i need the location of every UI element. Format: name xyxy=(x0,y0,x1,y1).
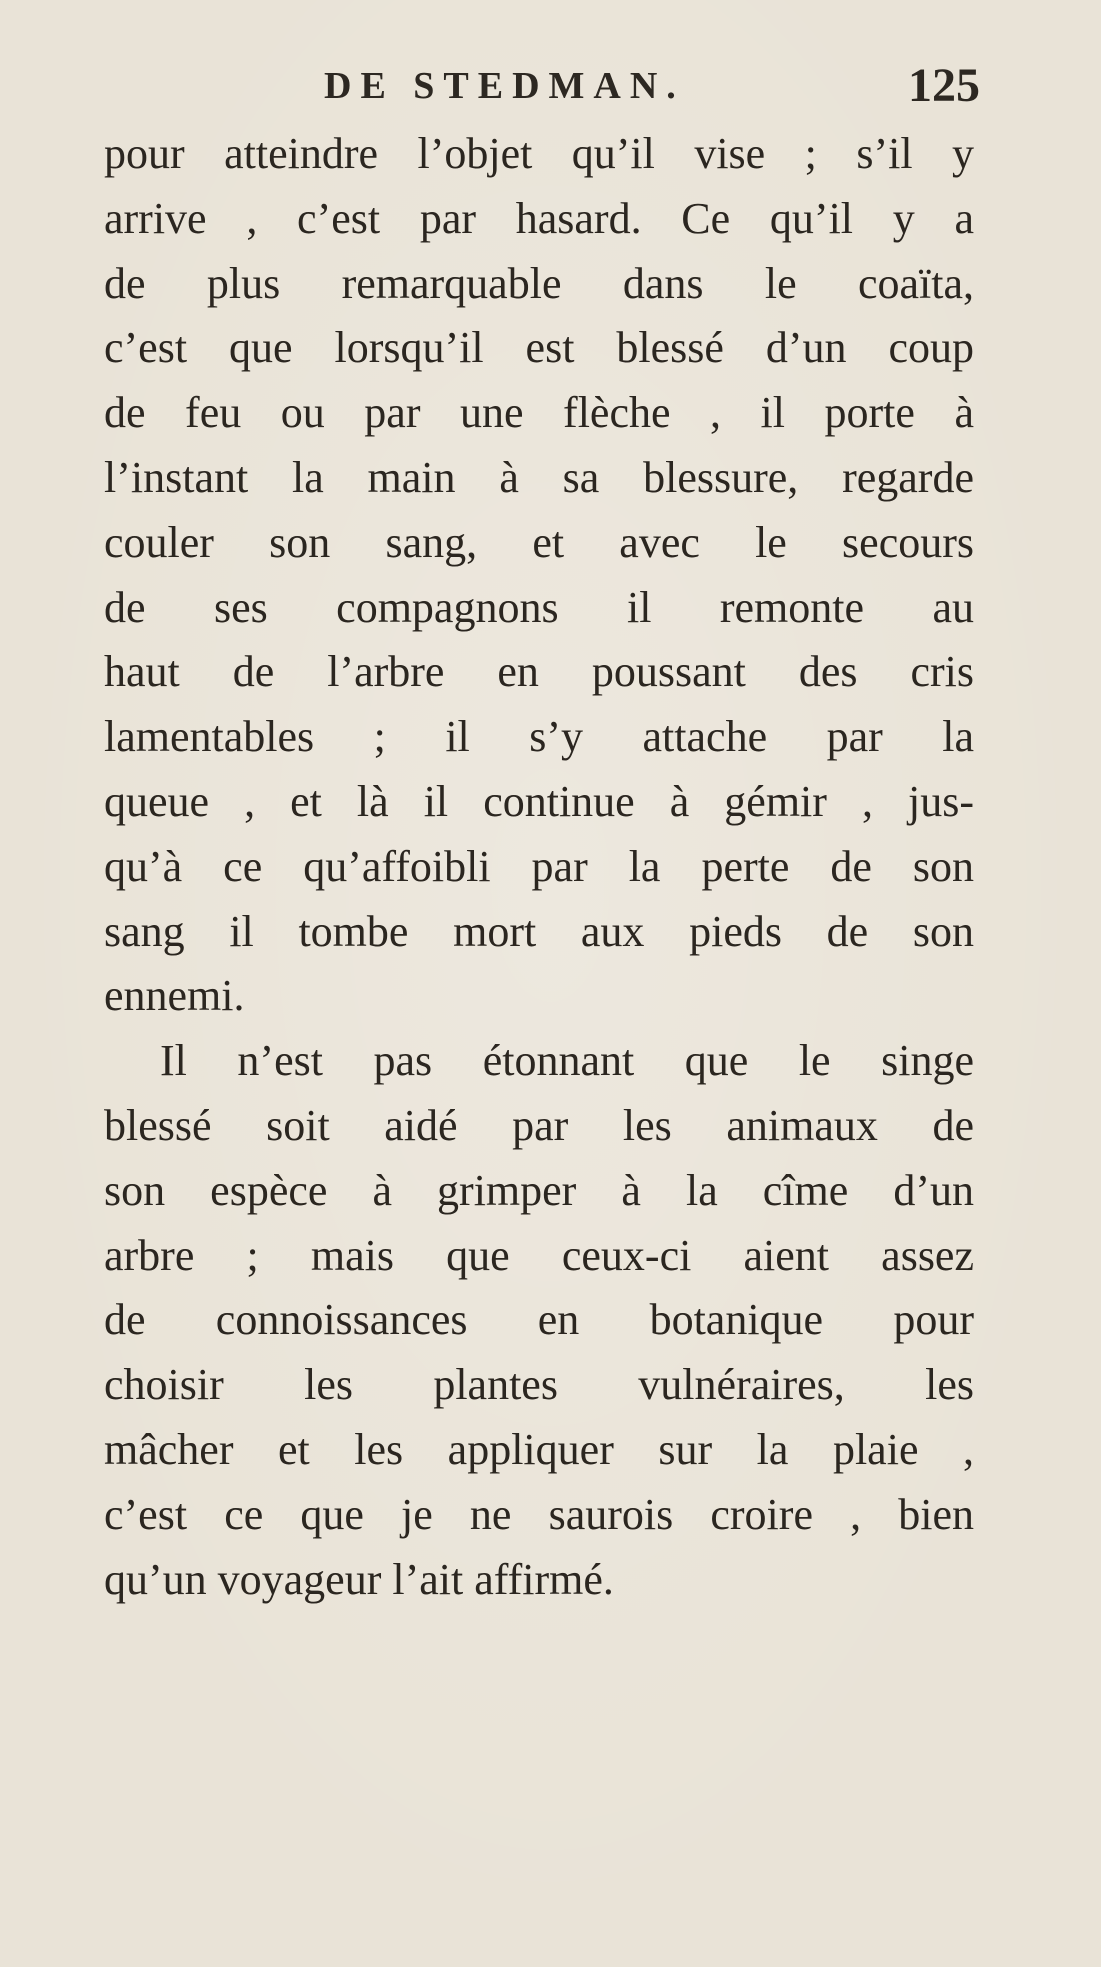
running-title: DE STEDMAN. xyxy=(324,65,685,107)
body-text xyxy=(104,122,974,1612)
text-line: qu’un voyageur l’ait affirmé. xyxy=(104,1554,614,1604)
text-line: l’instant la main à sa blessure, regarde xyxy=(104,452,974,502)
text-line: pour atteindre l’objet qu’il vise ; s’il y xyxy=(104,129,974,178)
text-line: son espèce à grimper à la cîme d’un xyxy=(104,1165,974,1215)
text-line: de plus remarquable dans le coaïta, xyxy=(104,258,974,308)
text-line: de ses compagnons il remonte au xyxy=(104,582,974,632)
text-line: de connoissances en botanique pour xyxy=(104,1295,974,1345)
text-line: arbre ; mais que ceux-ci aient assez xyxy=(104,1230,974,1280)
text-line: sang il tombe mort aux pieds de son xyxy=(104,906,974,956)
text-line: Il n’est pas étonnant que le singe xyxy=(160,1036,974,1086)
text-line: qu’à ce qu’affoibli par la perte de son xyxy=(104,841,974,891)
text-line: mâcher et les appliquer sur la plaie , xyxy=(104,1424,974,1474)
text-line: ennemi. xyxy=(104,971,245,1021)
text-line: queue , et là il continue à gémir , jus- xyxy=(104,776,974,826)
text-line: c’est que lorsqu’il est blessé d’un coup xyxy=(104,323,974,373)
text-line: couler son sang, et avec le secours xyxy=(104,517,974,567)
text-line: arrive , c’est par hasard. Ce qu’il y a xyxy=(104,193,974,243)
text-line: c’est ce que je ne saurois croire , bien xyxy=(104,1489,974,1539)
text-line: blessé soit aidé par les animaux de xyxy=(104,1100,974,1150)
text-line: choisir les plantes vulnéraires, les xyxy=(104,1360,974,1410)
text-line: haut de l’arbre en poussant des cris xyxy=(104,647,974,697)
running-head xyxy=(100,54,980,114)
text-line: lamentables ; il s’y attache par la xyxy=(104,712,974,762)
text-line: de feu ou par une flèche , il porte à xyxy=(104,388,974,438)
page-number: 125 xyxy=(908,59,980,112)
